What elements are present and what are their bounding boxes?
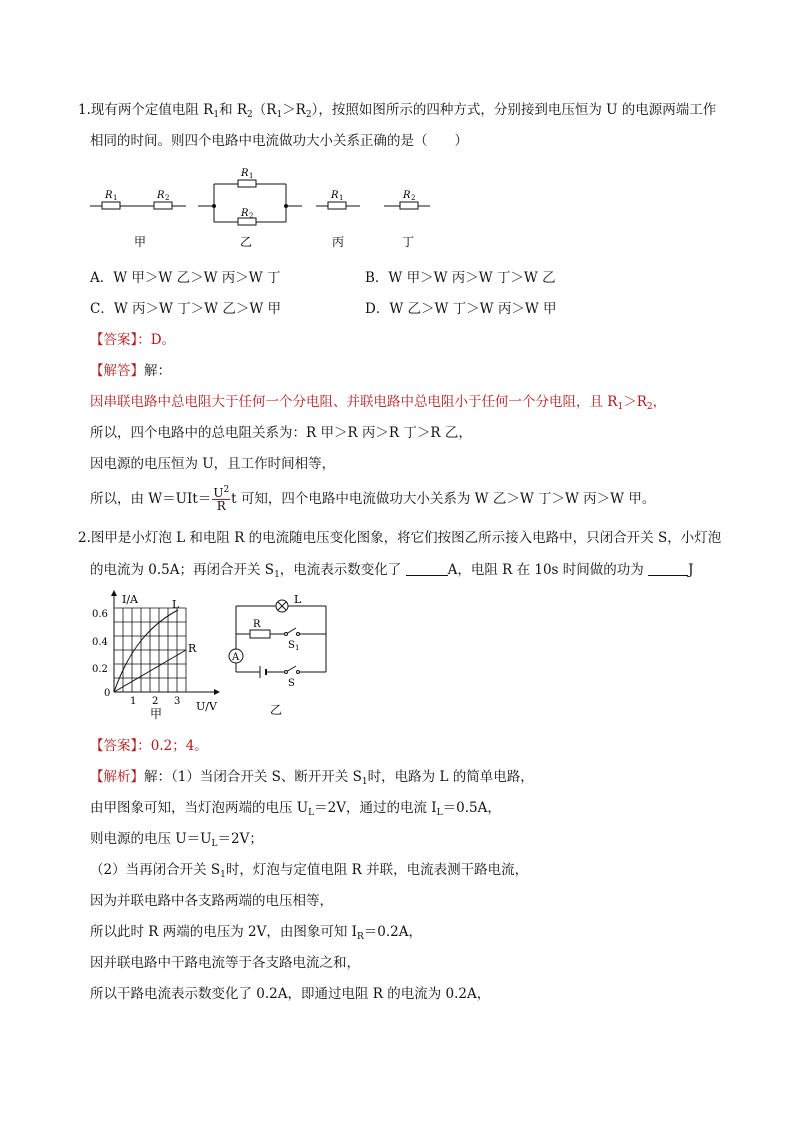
q2-analysis-line1: 【解析】解：（1）当闭合开关 S、断开开关 $S_1$时，电路为 L 的简单电路， [90,769,534,787]
q1-stem-line2: 相同的时间。则四个电路中电流做功大小关系正确的是（ ） [90,133,468,149]
q2-analysis-line3: 则电源的电压 $U=U_L=2V$； [90,831,263,849]
answer-tag-2: 【答案】 [90,738,138,754]
xtick-3: 3 [174,696,181,707]
circuit-bing [316,202,360,209]
resistor-label: R [253,619,261,630]
label-ding: 丁 [402,235,415,249]
q1-circuit-figure [90,160,430,250]
graph-grid [114,608,186,692]
q2-stem-line2: 的电流为 0.5A；再闭合开关 $S_1$，电流表示数变化了 A，电阻 R 在 10s 时间做的功为 J [90,562,694,580]
label-yi: 乙 [240,235,253,249]
ammeter-label: A [232,652,240,663]
q1-sol-line2: 所以，四个电路中的总电阻关系为：R 甲＞R 丙＞R 丁＞R 乙， [90,425,472,441]
q1-sol-line4: 所以，由 W＝UIt＝ $\frac{U^2}{R}$ t 可知，四个电路中电流做功大小关系为 W 乙＞W 丁＞W 丙＞W 甲。 [90,485,656,513]
ding-r2-label: R [403,190,411,201]
blank-2[interactable] [648,563,688,576]
circuit-caption: 乙 [270,703,283,717]
q2-iu-graph [92,588,232,728]
q1-solution-head: 【解答】解： [90,363,171,379]
q1-answer: 【答案】：D。 [90,332,176,348]
x-axis-label: U/V [196,700,217,713]
battery-symbol [260,666,266,678]
solution-tag: 【解答】 [90,363,144,379]
q1-stem-line1: 1.现有两个定值电阻 $R_1$和 $R_2(R_1>R_2)$，按照如图所示的四种方式，分别接到电压恒为 U 的电源两端工作 [78,102,717,120]
xtick-1: 1 [130,696,137,707]
yi-r1-sub: 1 [249,172,254,180]
jia-r2-label: R [157,190,165,201]
switch1-label: S [288,640,295,651]
q1-option-d[interactable]: D．W 乙＞W 丁＞W 丙＞W 甲 [365,301,557,317]
switch1-sub: 1 [295,644,300,652]
q1-sol-line3: 因电源的电压恒为 U，且工作时间相等， [90,456,336,472]
xtick-2: 2 [152,696,159,707]
bing-r1-sub: 1 [339,194,344,202]
q2-analysis-line7: 因并联电路中干路电流等于各支路电流之和， [90,955,360,971]
curve-r-label: R [188,642,197,655]
q2-analysis-line4: （2）当再闭合开关 $S_1$时，灯泡与定值电阻 R 并联，电流表测干路电流， [90,862,529,880]
circuit-jia [90,202,186,209]
label-bing: 丙 [332,235,345,249]
y-axis-label: I/A [122,593,138,606]
yi-r1-label: R [241,168,249,179]
answer-tag: 【答案】 [90,332,138,348]
jia-r2-sub: 2 [165,194,170,202]
ytick-0: 0 [104,688,111,699]
lamp-label: L [294,593,302,606]
q2-stem-line1: 2.图甲是小灯泡 L 和电阻 R 的电流随电压变化图象，将它们按图乙所示接入电路中，只闭合开关 S，小灯泡 [78,530,722,546]
label-jia: 甲 [134,235,147,249]
blank-1[interactable] [406,563,448,576]
yi-r2-label: R [241,208,249,219]
fraction-u2-over-r: $\frac{U^2}{R}$ [213,485,230,513]
ytick-02: 0.2 [92,664,108,675]
ding-r2-sub: 2 [411,194,416,202]
q2-circuit [226,590,336,720]
jia-r1-sub: 1 [113,194,118,202]
yi-r2-sub: 2 [249,212,254,220]
q1-option-b[interactable]: B．W 甲＞W 丙＞W 丁＞W 乙 [365,270,556,286]
q2-analysis-line5: 因为并联电路中各支路两端的电压相等， [90,893,333,909]
circuit-ding [384,202,430,209]
analysis-tag: 【解析】 [90,769,144,785]
q1-option-a[interactable]: A．W 甲＞W 乙＞W 丙＞W 丁 [90,270,281,286]
jia-r1-label: R [105,190,113,201]
q1-option-c[interactable]: C．W 丙＞W 丁＞W 乙＞W 甲 [90,301,281,317]
q2-analysis-line6: 所以此时 R 两端的电压为 2V，由图象可知 $I_R=0.2A$， [90,924,423,942]
graph-caption: 甲 [150,707,163,721]
q2-analysis-line8: 所以干路电流表示数变化了 0.2A，即通过电阻 R 的电流为 0.2A， [90,986,491,1002]
q2-answer: 【答案】：0.2；4。 [90,738,208,754]
ytick-06: 0.6 [92,609,108,620]
q2-analysis-line2: 由甲图象可知，当灯泡两端的电压 $U_L=2V$，通过的电流 $I_L=0.5A$， [90,800,501,818]
ytick-04: 0.4 [92,637,108,648]
curve-l-label: L [172,598,180,611]
lamp-symbol [276,600,288,612]
switch-label: S [288,678,295,689]
q1-sol-line1: 因串联电路中总电阻大于任何一个分电阻、并联电路中总电阻小于任何一个分电阻，且 $R_1>R_2$， [90,394,667,412]
bing-r1-label: R [331,190,339,201]
